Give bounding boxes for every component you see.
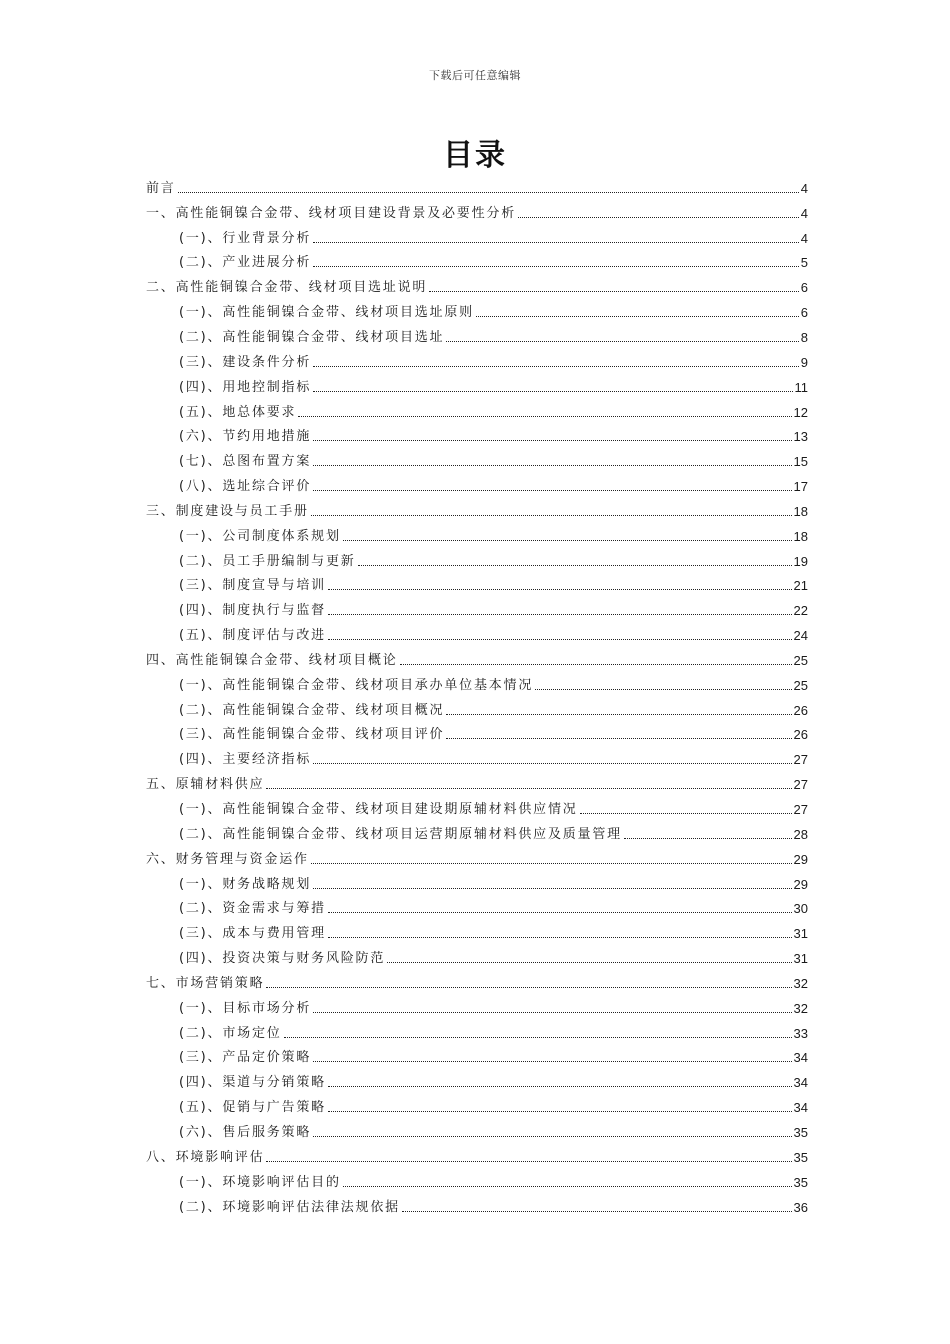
toc-leader-dots [624,838,792,839]
toc-entry-text: (二)、产业进展分析 [179,255,312,271]
toc-entry-text: (一)、行业背景分析 [179,230,312,246]
toc-entry[interactable] [146,300,808,325]
toc-leader-dots [387,962,791,963]
toc-entry-text: 一、高性能铜镍合金带、线材项目建设背景及必要性分析 [146,205,517,221]
toc-entry[interactable] [146,549,808,574]
toc-leader-dots [313,242,799,243]
toc-page-number: 31 [793,951,808,967]
toc-page-number: 8 [800,329,808,345]
toc-page-number: 25 [793,652,808,668]
toc-entry[interactable] [146,648,808,673]
toc-entry-text: 五、原辅材料供应 [146,777,265,793]
toc-leader-dots [580,813,792,814]
toc-page-number: 29 [793,851,808,867]
toc-leader-dots [400,664,792,665]
toc-entry[interactable] [146,1095,808,1120]
toc-entry-text: (一)、目标市场分析 [179,1000,312,1016]
toc-page-number: 9 [800,354,808,370]
toc-entry-text: 四、高性能铜镍合金带、线材项目概论 [146,652,398,668]
toc-page-number: 35 [793,1149,808,1165]
toc-page-number: 17 [793,479,808,495]
toc-entry-text: (四)、渠道与分销策略 [179,1075,326,1091]
toc-entry[interactable] [146,996,808,1021]
toc-entry[interactable] [146,772,808,797]
toc-page-number: 11 [794,379,808,395]
toc-entry[interactable] [146,1145,808,1170]
toc-entry[interactable] [146,375,808,400]
toc-entry-text: (四)、制度执行与监督 [179,603,326,619]
toc-page-number: 24 [793,628,808,644]
toc-entry-text: (三)、高性能铜镍合金带、线材项目评价 [179,727,445,743]
toc-entry-text: (一)、财务战略规划 [179,876,312,892]
toc-leader-dots [313,440,791,441]
toc-entry[interactable] [146,797,808,822]
toc-leader-dots [311,515,792,516]
toc-entry-text: (二)、高性能铜镍合金带、线材项目选址 [179,329,445,345]
toc-page-number: 27 [793,777,808,793]
table-of-contents [146,176,808,1219]
toc-entry-text: (一)、环境影响评估目的 [179,1174,341,1190]
toc-entry[interactable] [146,400,808,425]
toc-entry[interactable] [146,201,808,226]
toc-leader-dots [266,1161,791,1162]
toc-entry-text: (一)、高性能铜镍合金带、线材项目选址原则 [179,305,474,321]
toc-entry[interactable] [146,946,808,971]
toc-page-number: 19 [793,553,808,569]
toc-leader-dots [313,1012,791,1013]
toc-page-number: 6 [800,280,808,296]
toc-entry-text: (四)、主要经济指标 [179,752,312,768]
toc-entry[interactable] [146,350,808,375]
toc-entry[interactable] [146,847,808,872]
toc-page-number: 4 [800,180,808,196]
toc-entry[interactable] [146,921,808,946]
toc-leader-dots [476,316,799,317]
toc-entry[interactable] [146,872,808,897]
toc-entry-text: (一)、高性能铜镍合金带、线材项目承办单位基本情况 [179,677,534,693]
toc-page-number: 34 [793,1075,808,1091]
toc-page-number: 21 [793,578,808,594]
toc-leader-dots [313,266,799,267]
toc-entry[interactable] [146,226,808,251]
toc-page-number: 26 [793,702,808,718]
toc-entry-text: 八、环境影响评估 [146,1149,265,1165]
toc-leader-dots [535,689,791,690]
toc-entry-text: (一)、公司制度体系规划 [179,528,341,544]
toc-entry-text: 六、财务管理与资金运作 [146,851,309,867]
toc-page-number: 18 [793,528,808,544]
toc-leader-dots [311,863,792,864]
toc-page-number: 34 [793,1100,808,1116]
toc-page-number: 31 [793,926,808,942]
toc-leader-dots [358,565,792,566]
toc-entry[interactable] [146,698,808,723]
toc-page-number: 25 [793,677,808,693]
toc-entry[interactable] [146,1120,808,1145]
toc-leader-dots [328,639,792,640]
toc-entry-text: (四)、投资决策与财务风险防范 [179,951,386,967]
toc-page-number: 13 [793,429,808,445]
toc-page-number: 29 [793,876,808,892]
toc-leader-dots [178,192,799,193]
toc-entry-text: (六)、售后服务策略 [179,1124,312,1140]
toc-entry-text: (八)、选址综合评价 [179,479,312,495]
toc-entry-text: (二)、资金需求与筹措 [179,901,326,917]
toc-page-number: 5 [800,255,808,271]
toc-leader-dots [284,1037,792,1038]
toc-entry-text: (二)、高性能铜镍合金带、线材项目概况 [179,702,445,718]
toc-entry[interactable] [146,176,808,201]
toc-entry-text: (三)、制度宣导与培训 [179,578,326,594]
toc-entry-text: (五)、制度评估与改进 [179,628,326,644]
toc-leader-dots [446,714,791,715]
toc-page-number: 6 [800,305,808,321]
toc-entry[interactable] [146,623,808,648]
toc-entry[interactable] [146,275,808,300]
page-title: 目录 [443,138,507,173]
toc-entry[interactable] [146,1195,808,1220]
toc-leader-dots [266,987,791,988]
toc-leader-dots [313,1061,791,1062]
toc-entry[interactable] [146,524,808,549]
toc-entry[interactable] [146,449,808,474]
toc-page-number: 35 [793,1124,808,1140]
toc-entry-text: 二、高性能铜镍合金带、线材项目选址说明 [146,280,428,296]
toc-entry-text: (二)、员工手册编制与更新 [179,553,356,569]
toc-entry-text: 七、市场营销策略 [146,975,265,991]
toc-leader-dots [313,763,791,764]
toc-entry[interactable] [146,747,808,772]
toc-page-number: 34 [793,1050,808,1066]
toc-entry-text: (二)、市场定位 [179,1025,282,1041]
toc-entry-text: (五)、促销与广告策略 [179,1100,326,1116]
toc-entry[interactable] [146,723,808,748]
toc-entry[interactable] [146,474,808,499]
toc-leader-dots [313,391,792,392]
toc-entry-text: (四)、用地控制指标 [179,379,312,395]
toc-page-number: 15 [793,454,808,470]
toc-leader-dots [402,1211,792,1212]
toc-page-number: 32 [793,975,808,991]
toc-entry[interactable] [146,598,808,623]
toc-entry[interactable] [146,673,808,698]
toc-entry[interactable] [146,424,808,449]
toc-leader-dots [328,937,792,938]
toc-leader-dots [313,888,791,889]
toc-leader-dots [266,788,791,789]
toc-page-number: 28 [793,826,808,842]
toc-leader-dots [328,1111,792,1112]
toc-entry-text: 前言 [146,180,176,196]
toc-page-number: 18 [793,503,808,519]
toc-entry[interactable] [146,325,808,350]
toc-entry-text: (三)、成本与费用管理 [179,926,326,942]
toc-page-number: 4 [800,230,808,246]
toc-entry-text: 三、制度建设与员工手册 [146,503,309,519]
toc-page-number: 36 [793,1199,808,1215]
toc-leader-dots [429,291,799,292]
toc-page-number: 30 [793,901,808,917]
toc-leader-dots [518,217,799,218]
toc-entry-text: (五)、地总体要求 [179,404,297,420]
toc-entry-text: (三)、建设条件分析 [179,354,312,370]
toc-page-number: 27 [793,802,808,818]
toc-page-number: 22 [793,603,808,619]
toc-entry[interactable] [146,574,808,599]
toc-entry[interactable] [146,1046,808,1071]
toc-entry-text: (一)、高性能铜镍合金带、线材项目建设期原辅材料供应情况 [179,802,578,818]
toc-entry[interactable] [146,1021,808,1046]
toc-entry-text: (七)、总图布置方案 [179,454,312,470]
toc-entry-text: (三)、产品定价策略 [179,1050,312,1066]
toc-entry[interactable] [146,499,808,524]
toc-entry-text: (二)、环境影响评估法律法规依据 [179,1199,400,1215]
toc-leader-dots [328,912,792,913]
toc-entry[interactable] [146,971,808,996]
toc-leader-dots [328,1086,792,1087]
toc-leader-dots [328,614,792,615]
toc-entry-text: (二)、高性能铜镍合金带、线材项目运营期原辅材料供应及质量管理 [179,826,622,842]
toc-leader-dots [328,589,792,590]
toc-page-number: 12 [793,404,808,420]
toc-page-number: 32 [793,1000,808,1016]
toc-page-number: 33 [793,1025,808,1041]
toc-leader-dots [298,416,791,417]
toc-leader-dots [343,1186,792,1187]
toc-page-number: 35 [793,1174,808,1190]
toc-leader-dots [313,366,799,367]
toc-leader-dots [446,341,798,342]
toc-leader-dots [446,738,791,739]
toc-leader-dots [313,490,791,491]
toc-leader-dots [313,465,791,466]
toc-page-number: 4 [800,205,808,221]
toc-leader-dots [343,540,792,541]
toc-entry[interactable] [146,822,808,847]
toc-page-number: 26 [793,727,808,743]
toc-entry[interactable] [146,1170,808,1195]
toc-entry[interactable] [146,251,808,276]
toc-entry-text: (六)、节约用地措施 [179,429,312,445]
header-note: 下载后可任意编辑 [429,69,521,82]
toc-entry[interactable] [146,1070,808,1095]
toc-leader-dots [313,1136,791,1137]
toc-entry[interactable] [146,896,808,921]
toc-page-number: 27 [793,752,808,768]
